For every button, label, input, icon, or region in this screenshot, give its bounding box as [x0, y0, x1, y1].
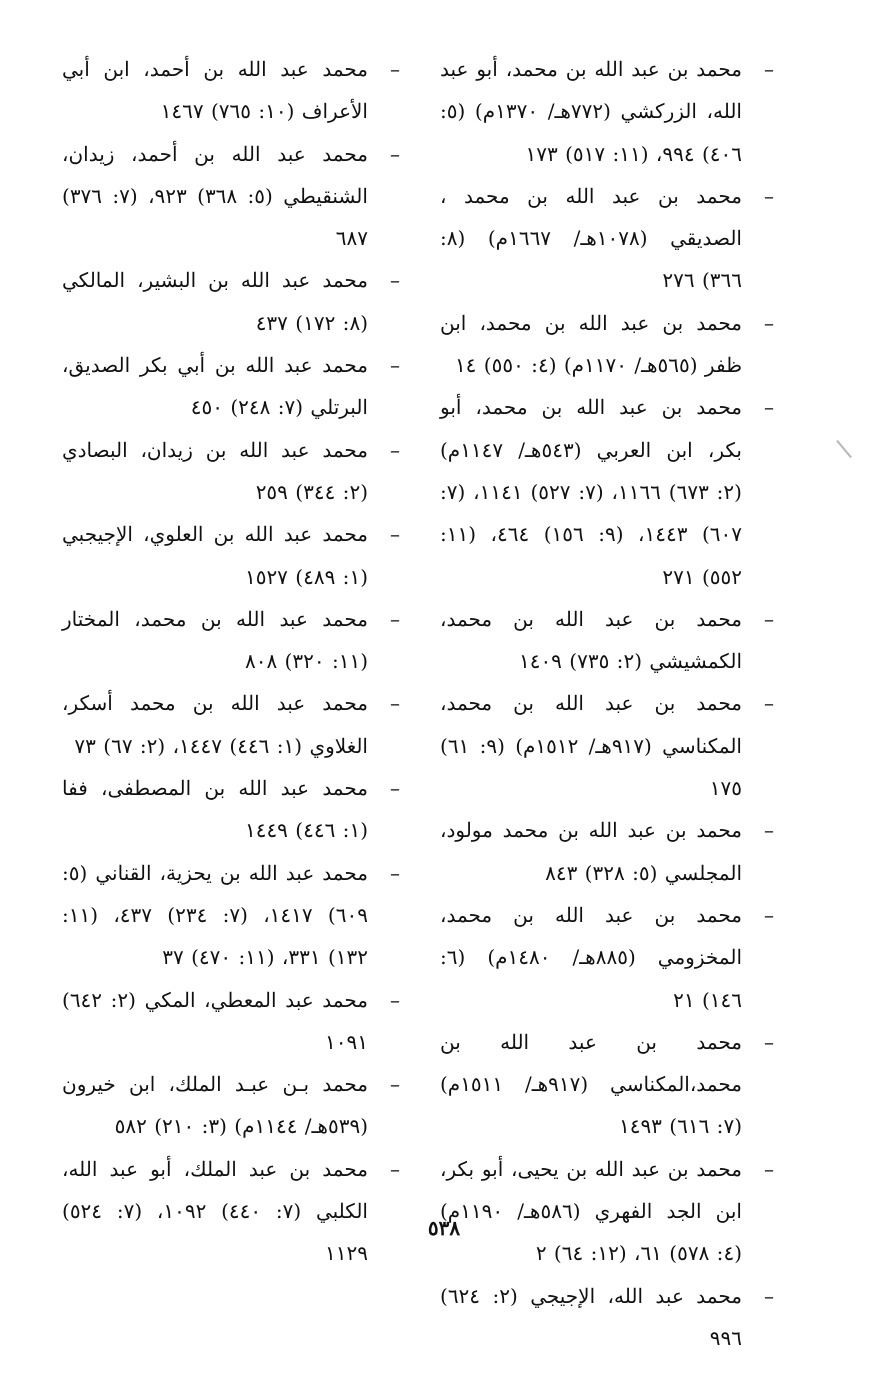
index-entry: – محمد عبد الله بن أبي بكر الصديق، البرتلي (٧: ٢٤٨) ٤٥٠: [62, 344, 402, 429]
index-entry: – محمد عبد الله بن محمد أسكر، الغلاوي (١: ٤٤٦) ١٤٤٧، (٢: ٦٧) ٧٣: [62, 682, 402, 767]
index-entry: – محمد عبد الله بن العلوي، الإجيجبي (١: ٤٨٩) ١٥٢٧: [62, 513, 402, 598]
index-entry: – محمد بن عبد الله بن محمد ، الصديقي (١٠٧٨هـ/ ١٦٦٧م) (٨: ٣٦٦) ٢٧٦: [440, 175, 776, 302]
index-entry: – محمد عبد الله بن أحمد، زيدان، الشنقيطي (٥: ٣٦٨) ٩٢٣، (٧: ٣٧٦) ٦٨٧: [62, 133, 402, 260]
index-entry: – محمد بن عبد الله بن محمد،المكناسي (٩١٧هـ/ ١٥١١م) (٧: ٦١٦) ١٤٩٣: [440, 1021, 776, 1148]
index-entry: – محمد عبد الله بن زيدان، البصادي (٢: ٣٤٤) ٢٥٩: [62, 429, 402, 514]
index-entry: – محمد بن عبد الله بن محمد، ابن ظفر (٥٦٥هـ/ ١١٧٠م) (٤: ٥٥٠) ١٤: [440, 302, 776, 387]
index-entry: – محمد بن عبد الله بن محمد، المكناسي (٩١٧هـ/ ١٥١٢م) (٩: ٦١) ١٧٥: [440, 682, 776, 809]
index-entry: – محمد عبد الله، الإجيجي (٢: ٦٢٤) ٩٩٦: [440, 1275, 776, 1360]
index-column-right: [440, 48, 776, 1359]
index-column-left: [62, 48, 402, 1275]
index-entry: – محمد بن عبد الله بن محمد مولود، المجلسي (٥: ٣٢٨) ٨٤٣: [440, 809, 776, 894]
index-entry: – محمد بن عبد الله بن محمد، المخزومي (٨٨٥هـ/ ١٤٨٠م) (٦: ١٤٦) ٢١: [440, 894, 776, 1021]
index-entry: – محمد عبد المعطي، المكي (٢: ٦٤٢) ١٠٩١: [62, 979, 402, 1064]
index-entry: – محمد عبد الله بن محمد، المختار (١١: ٣٢٠) ٨٠٨: [62, 598, 402, 683]
index-entry: – محمد بن عبد الله بن محمد، أبو عبد الله، الزركشي (٧٧٢هـ/ ١٣٧٠م) (٥: ٤٠٦) ٩٩٤، (١١: ٥١٧) ١٧٣: [440, 48, 776, 175]
index-entry: – محمد بن عبد الله بن يحيى، أبو بكر، ابن الجد الفهري (٥٨٦هـ/ ١١٩٠م) (٤: ٥٧٨) ٦١، (١٢: ٦٤) ٢: [440, 1148, 776, 1275]
index-entry: – محمد بن عبد الملك، أبو عبد الله، الكلبي (٧: ٤٤٠) ١٠٩٢، (٧: ٥٢٤) ١١٢٩: [62, 1148, 402, 1275]
index-entry: – محمد بن عبد الله بن محمد، أبو بكر، ابن العربي (٥٤٣هـ/ ١١٤٧م) (٢: ٦٧٣) ١١٦٦، (٧: ٥٢٧) ١١٤١، (٧: ٦٠٧) ١٤٤٣، (٩: ١٥٦) ٤٦٤، (١١: ٥٥٢) ٢٧١: [440, 386, 776, 597]
index-entry: – محمد بن عبد الله بن محمد، الكمشيشي (٢: ٧٣٥) ١٤٠٩: [440, 598, 776, 683]
page-number: ٥٣٨: [427, 1216, 461, 1240]
index-entry: – محمد عبد الله بن يحزية، القناني (٥: ٦٠٩) ١٤١٧، (٧: ٢٣٤) ٤٣٧، (١١: ١٣٢) ٣٣١، (١١: ٤٧٠) ٣٧: [62, 852, 402, 979]
scan-artifact-mark: [836, 440, 852, 458]
index-entry: – محمد عبد الله بن المصطفى، ففا (١: ٤٤٦) ١٤٤٩: [62, 767, 402, 852]
index-entry: – محمد بـن عبـد الملك، ابن خيرون (٥٣٩هـ/ ١١٤٤م) (٣: ٢١٠) ٥٨٢: [62, 1063, 402, 1148]
index-entry: – محمد عبد الله بن البشير، المالكي (٨: ١٧٢) ٤٣٧: [62, 259, 402, 344]
index-entry: – محمد عبد الله بن أحمد، ابن أبي الأعراف (١٠: ٧٦٥) ١٤٦٧: [62, 48, 402, 133]
